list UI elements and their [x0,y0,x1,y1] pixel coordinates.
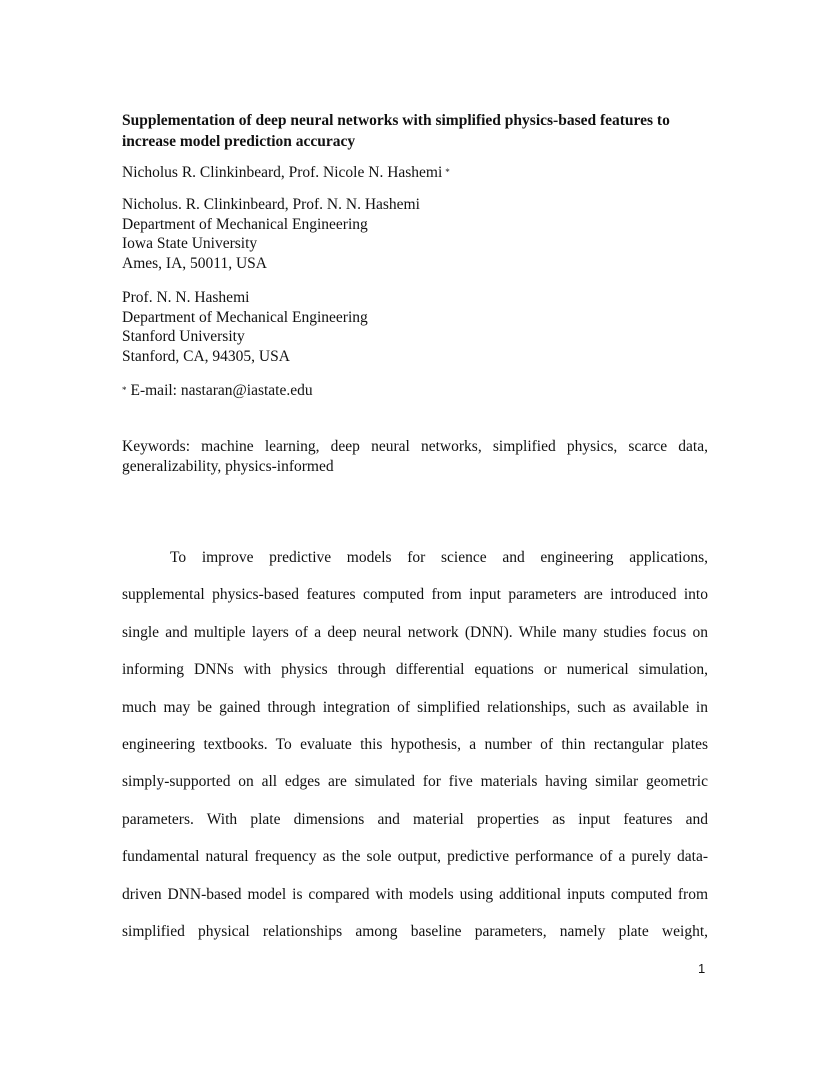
affiliation-block-1 [122,195,420,273]
affiliation-line: Nicholus. R. Clinkinbeard, Prof. N. N. Hashemi [122,196,420,213]
paper-title: Supplementation of deep neural networks with simplified physics-based features to increase model prediction accuracy [122,112,670,150]
abstract-line: informing DNNs with physics through differential equations or numerical simulation, [122,661,708,679]
author-names: Nicholus R. Clinkinbeard, Prof. Nicole N. Hashemi [122,164,443,181]
affiliation-line: Department of Mechanical Engineering [122,308,368,326]
abstract-line: supplemental physics-based features computed from input parameters are introduced into [122,586,708,604]
affiliation-line: Department of Mechanical Engineering [122,215,368,233]
email-text: E-mail: nastaran@iastate.edu [130,382,313,399]
abstract-line: simplified physical relationships among baseline parameters, namely plate weight, [122,922,708,940]
correspondence-marker: * [122,385,127,395]
corresponding-marker: * [445,167,450,177]
abstract [122,548,708,959]
abstract-line: simply-supported on all edges are simulated for five materials having similar geometric [122,773,708,791]
abstract-line: much may be gained through integration of simplified relationships, such as available in [122,698,708,716]
affiliation-line: Ames, IA, 50011, USA [122,254,267,272]
keywords: Keywords: machine learning, deep neural networks, simplified physics, scarce data, generalizability, physics-informed [122,438,708,475]
author-line [122,163,450,183]
affiliation-line: Prof. N. N. Hashemi [122,289,250,306]
abstract-line: parameters. With plate dimensions and material properties as input features and [122,810,708,828]
page-number: 1 [698,961,706,976]
correspondence-email [122,381,313,401]
affiliation-line: Stanford University [122,328,245,345]
affiliation-line: Stanford, CA, 94305, USA [122,347,290,365]
abstract-line: fundamental natural frequency as the sole output, predictive performance of a purely data- [122,848,708,866]
abstract-line: single and multiple layers of a deep neural network (DNN). While many studies focus on [122,623,708,641]
affiliation-block-2 [122,288,368,366]
abstract-line: engineering textbooks. To evaluate this hypothesis, a number of thin rectangular plates [122,735,708,753]
affiliation-line: Iowa State University [122,235,258,252]
abstract-line: driven DNN-based model is compared with models using additional inputs computed from [122,885,708,903]
abstract-line: To improve predictive models for science and engineering applications, [170,549,708,566]
